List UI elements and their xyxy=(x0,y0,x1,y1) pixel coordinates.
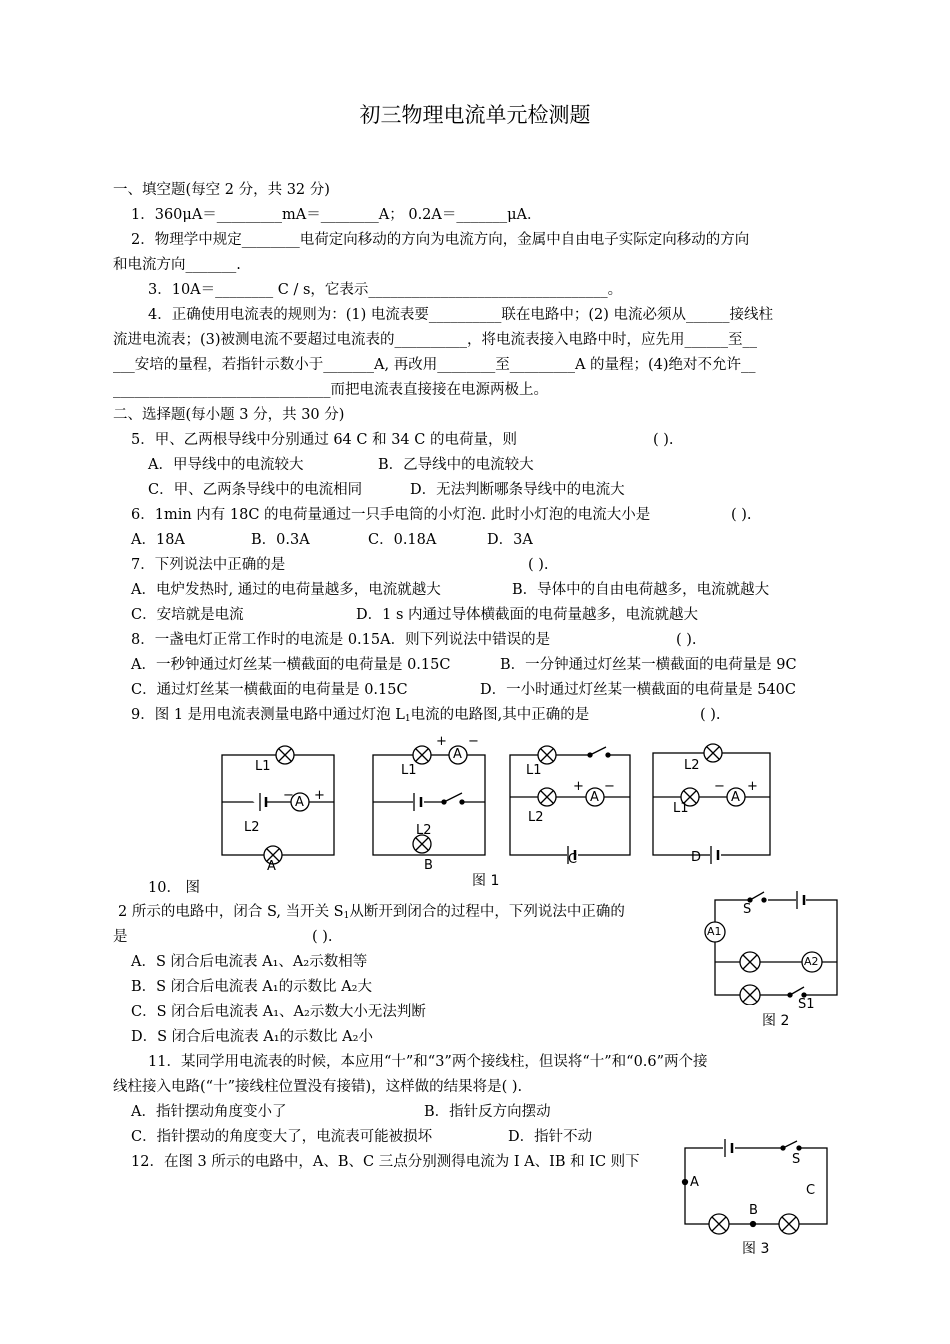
fig1-a-plus: + xyxy=(314,788,325,803)
q8-option-c: C．通过灯丝某一横截面的电荷量是 0.15C xyxy=(131,682,408,698)
q4-line2: 流进电流表；(3)被测电流不要超过电流表的__________，将电流表接入电路中时，应先用______至__ xyxy=(113,332,758,348)
q10-line1: 2 所示的电路中，闭合 S, 当开关 $S_1$从断开到闭合的过程中，下列说法中正确的 xyxy=(118,904,625,921)
fig1-b-minus: − xyxy=(468,734,479,749)
q5-option-a: A．甲导线中的电流较大 xyxy=(148,457,304,473)
fig3-a-label: A xyxy=(690,1175,699,1190)
fig2-a2-label: A2 xyxy=(804,955,819,968)
q10-line2: 是 xyxy=(113,929,128,945)
q10-option-d: D．S 闭合后电流表 A₁的示数比 A₂小 xyxy=(131,1029,373,1045)
fig1-c-plus: + xyxy=(573,779,584,794)
fig1-b-ammeter: A xyxy=(453,747,462,762)
q3: 3．10A＝________ C / s，它表示_________________________________。 xyxy=(148,282,623,298)
fig1-label-b: B xyxy=(424,858,433,873)
q8-option-d: D．一小时通过灯丝某一横截面的电荷量是 540C xyxy=(480,682,797,698)
fig1-c-l1-label: L1 xyxy=(526,763,542,778)
fig1-d-l1-label: L1 xyxy=(673,801,689,816)
q5-option-b: B．乙导线中的电流较大 xyxy=(378,457,534,473)
q2-line2: 和电流方向_______. xyxy=(113,257,241,273)
fig1-d-minus: − xyxy=(714,779,725,794)
q7-paren: ( ). xyxy=(528,557,549,573)
q11-option-d: D．指针不动 xyxy=(508,1129,593,1145)
q7: 7．下列说法中正确的是 xyxy=(131,557,286,573)
fig1-b-l1-label: L1 xyxy=(401,763,417,778)
fig1-label-c: C xyxy=(568,852,578,867)
q10-paren: ( ). xyxy=(312,929,333,945)
q8-option-a: A．一秒钟通过灯丝某一横截面的电荷量是 0.15C xyxy=(131,657,451,673)
section2-header: 二、选择题(每小题 3 分，共 30 分) xyxy=(113,407,345,423)
q7-option-c: C．安培就是电流 xyxy=(131,607,244,623)
fig2-s1-label: S1 xyxy=(798,997,815,1012)
q5: 5．甲、乙两根导线中分别通过 64 C 和 34 C 的电荷量，则 xyxy=(131,432,517,448)
fig2-a1-label: A1 xyxy=(707,925,722,938)
q10-option-a: A．S 闭合后电流表 A₁、A₂示数相等 xyxy=(131,954,368,970)
q11-option-c: C．指针摆动的角度变大了，电流表可能被损坏 xyxy=(131,1129,433,1145)
fig1-a-ammeter: A xyxy=(295,795,304,810)
q7-option-d: D．1 s 内通过导体横截面的电荷量越多，电流就越大 xyxy=(356,607,699,623)
q10-number: 10． 图 xyxy=(148,880,201,896)
fig1-b-l2-label: L2 xyxy=(416,823,432,838)
q6-option-c: C．0.18A xyxy=(368,532,437,548)
circuit-d xyxy=(653,744,770,864)
q4-line3: ___安培的量程，若指针示数小于_______A, 再改用________至_________A 的量程；(4)绝对不允许__ xyxy=(113,357,756,373)
q8-paren: ( ). xyxy=(676,632,697,648)
figure-1-caption: 图 1 xyxy=(472,873,500,889)
circuit-a xyxy=(222,746,334,864)
q6-paren: ( ). xyxy=(731,507,752,523)
q5-option-d: D．无法判断哪条导线中的电流大 xyxy=(410,482,625,498)
q9-paren: ( ). xyxy=(700,707,721,723)
q6: 6．1min 内有 18C 的电荷量通过一只手电筒的小灯泡. 此时小灯泡的电流大小是 xyxy=(131,507,651,523)
q9: 9．图 1 是用电流表测量电路中通过灯泡 $L_1$电流的电路图,其中正确的是 xyxy=(131,707,590,724)
fig1-label-a: A xyxy=(267,859,276,874)
q10-option-c: C．S 闭合后电流表 A₁、A₂示数大小无法判断 xyxy=(131,1004,426,1020)
fig1-label-d: D xyxy=(691,850,702,865)
figure-2-caption: 图 2 xyxy=(762,1013,790,1029)
q4-line1: 4．正确使用电流表的规则为：(1) 电流表要__________联在电路中；(2) 电流必须从______接线柱 xyxy=(148,307,774,323)
q2-line1: 2．物理学中规定________电荷定向移动的方向为电流方向，金属中自由电子实际定向移动的方向 xyxy=(131,232,750,248)
page-title: 初三物理电流单元检测题 xyxy=(359,103,591,127)
q7-option-a: A．电炉发热时, 通过的电荷量越多，电流就越大 xyxy=(131,582,441,598)
figure-3-caption: 图 3 xyxy=(742,1241,770,1257)
fig1-d-ammeter: A xyxy=(731,790,740,805)
fig1-a-l2-label: L2 xyxy=(244,820,260,835)
fig3-c-label: C xyxy=(806,1183,816,1198)
q10-option-b: B．S 闭合后电流表 A₁的示数比 A₂大 xyxy=(131,979,372,995)
fig2-s-label: S xyxy=(743,902,752,917)
fig1-c-ammeter: A xyxy=(590,790,599,805)
circuit-b xyxy=(373,746,485,855)
fig1-c-minus: − xyxy=(604,779,615,794)
q7-option-b: B．导体中的自由电荷越多，电流就越大 xyxy=(512,582,770,598)
q8-option-b: B．一分钟通过灯丝某一横截面的电荷量是 9C xyxy=(500,657,797,673)
q6-option-d: D．3A xyxy=(487,532,533,548)
fig1-d-plus: + xyxy=(747,779,758,794)
figure-2 xyxy=(700,885,845,1005)
q5-paren: ( ). xyxy=(653,432,674,448)
q6-option-b: B．0.3A xyxy=(251,532,310,548)
fig1-b-plus: + xyxy=(436,734,447,749)
section1-header: 一、填空题(每空 2 分，共 32 分) xyxy=(113,182,330,198)
q6-option-a: A．18A xyxy=(131,532,185,548)
q1: 1．360μA＝_________mA＝________A； 0.2A＝_______μA． xyxy=(131,207,542,223)
fig1-c-l2-label: L2 xyxy=(528,810,544,825)
fig1-a-minus: − xyxy=(283,788,294,803)
q12: 12．在图 3 所示的电路中，A、B、C 三点分别测得电流为 I A、IB 和 IC 则下 xyxy=(131,1154,640,1170)
q11-option-b: B．指针反方向摆动 xyxy=(424,1104,551,1120)
fig1-d-l2-label: L2 xyxy=(684,758,700,773)
q8: 8．一盏电灯正常工作时的电流是 0.15A．则下列说法中错误的是 xyxy=(131,632,551,648)
q11-line1: 11．某同学用电流表的时候，本应用“十”和“3”两个接线柱，但误将“十”和“0.6”两个接 xyxy=(148,1054,708,1070)
fig1-a-l1-label: L1 xyxy=(255,759,271,774)
q11-line2: 线柱接入电路(“十”接线柱位置没有接错)，这样做的结果将是( ). xyxy=(113,1079,523,1095)
fig3-s-label: S xyxy=(792,1152,801,1167)
q4-line4: ______________________________而把电流表直接接在电源两极上。 xyxy=(113,382,548,398)
fig3-b-label: B xyxy=(749,1203,758,1218)
q11-option-a: A．指针摆动角度变小了 xyxy=(131,1104,287,1120)
q5-option-c: C．甲、乙两条导线中的电流相同 xyxy=(148,482,363,498)
